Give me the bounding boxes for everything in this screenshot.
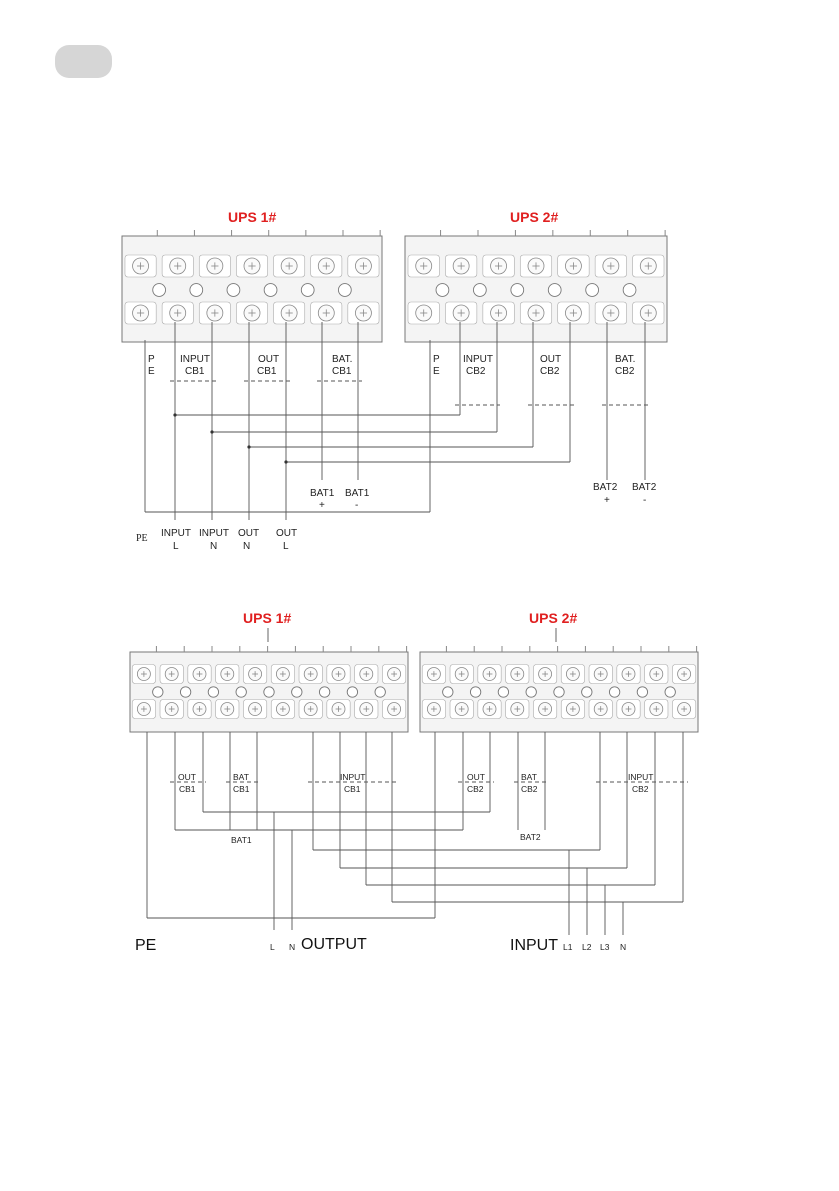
terminal-ring [190,284,203,297]
out-l-label-2: L [283,541,289,552]
ups1-out-cb-label: CB1 [257,366,277,377]
out-n-label-1: OUT [238,528,260,539]
bat1-neg-label: BAT1 [345,488,370,499]
d2-ups1-out-label: OUT [178,772,196,782]
terminal-ring [443,687,453,697]
diagram-1-wires [145,322,648,520]
ups2-out-cb-label: CB2 [540,366,560,377]
d2-bat2-label: BAT2 [520,832,541,842]
ups1-pe-label-2: E [148,366,155,377]
terminal-ring [498,687,508,697]
bat2-pos-sign: + [604,495,610,506]
out-l-label-1: OUT [276,528,298,539]
terminal-ring [227,284,240,297]
bat1-neg-sign: - [355,500,359,511]
terminal-ring [264,284,277,297]
ups1-title-2: UPS 1# [243,610,292,626]
ups1-terminal-block [122,230,382,342]
ups2-input-cb-label: CB2 [466,366,486,377]
d2-phase-l2: L2 [582,942,592,952]
ups1-title: UPS 1# [228,209,277,225]
input-n-label-2: N [210,541,218,552]
terminal-ring [511,284,524,297]
d2-input-label: INPUT [510,937,558,954]
terminal-ring [609,687,619,697]
ups2-terminal-block [405,230,667,342]
terminal-ring [301,284,314,297]
d2-phase-l1: L1 [563,942,573,952]
bat2-neg-sign: - [643,495,647,506]
input-l-label-1: INPUT [161,528,191,539]
bat2-neg-label: BAT2 [632,482,657,493]
d2-ups2-bat-cb-label: CB2 [521,784,538,794]
terminal-ring [338,284,351,297]
d2-phase-l3: L3 [600,942,610,952]
bat1-pos-label: BAT1 [310,488,335,499]
terminal-ring [665,687,675,697]
ups2-input-label: INPUT [463,354,493,365]
terminal-ring [637,687,647,697]
ups2-title: UPS 2# [510,209,559,225]
d2-ups1-bat-label: BAT [233,772,249,782]
d2-ups1-input-label: INPUT [340,772,366,782]
bat2-pos-label: BAT2 [593,482,618,493]
ups1-input-label: INPUT [180,354,210,365]
ups2-pe-label-2: E [433,366,440,377]
terminal-ring [582,687,592,697]
d2-ups2-out-label: OUT [467,772,485,782]
ups2-out-label: OUT [540,354,562,365]
d2-phase-n: N [620,942,627,952]
terminal-ring [292,687,302,697]
ups1-out-label: OUT [258,354,280,365]
d2-ups1-out-cb-label: CB1 [179,784,196,794]
d2-output-label: OUTPUT [301,936,367,953]
terminal-ring [319,687,329,697]
terminal-ring [153,284,166,297]
diagram-2 [130,610,698,954]
diagram-2-wires [147,732,688,935]
terminal-ring [375,687,385,697]
d2-bat1-label: BAT1 [231,835,252,845]
terminal-ring [208,687,218,697]
input-n-label-1: INPUT [199,528,229,539]
d2-output-n-label: N [289,942,296,952]
pe-label: PE [136,533,148,544]
ups1-input-cb-label: CB1 [185,366,205,377]
bat1-pos-sign: + [319,500,325,511]
ups1-bat-label: BAT. [332,354,353,365]
terminal-ring [548,284,561,297]
ups1-terminal-block-2 [130,646,408,732]
d2-ups2-out-cb-label: CB2 [467,784,484,794]
terminal-ring [554,687,564,697]
terminal-ring [347,687,357,697]
terminal-ring [526,687,536,697]
ups2-bat-cb-label: CB2 [615,366,635,377]
ups2-terminal-block-2 [420,646,698,732]
d2-output-l-label: L [270,942,275,952]
out-n-label-2: N [243,541,251,552]
d2-ups1-bat-cb-label: CB1 [233,784,250,794]
terminal-ring [470,687,480,697]
input-l-label-2: L [173,541,179,552]
terminal-ring [236,687,246,697]
ups2-title-2: UPS 2# [529,610,578,626]
terminal-ring [180,687,190,697]
terminal-ring [586,284,599,297]
d2-ups2-input-cb-label: CB2 [632,784,649,794]
terminal-ring [623,284,636,297]
terminal-ring [264,687,274,697]
ups1-pe-label-1: P [148,354,155,365]
ups1-bat-cb-label: CB1 [332,366,352,377]
d2-ups1-input-cb-label: CB1 [344,784,361,794]
ups2-bat-label: BAT. [615,354,636,365]
terminal-ring [436,284,449,297]
d2-ups2-input-label: INPUT [628,772,654,782]
terminal-ring [473,284,486,297]
diagram-1 [122,209,667,552]
d2-ups2-bat-label: BAT [521,772,537,782]
ups2-pe-label-1: P [433,354,440,365]
d2-pe-label: PE [135,937,157,954]
terminal-ring [153,687,163,697]
